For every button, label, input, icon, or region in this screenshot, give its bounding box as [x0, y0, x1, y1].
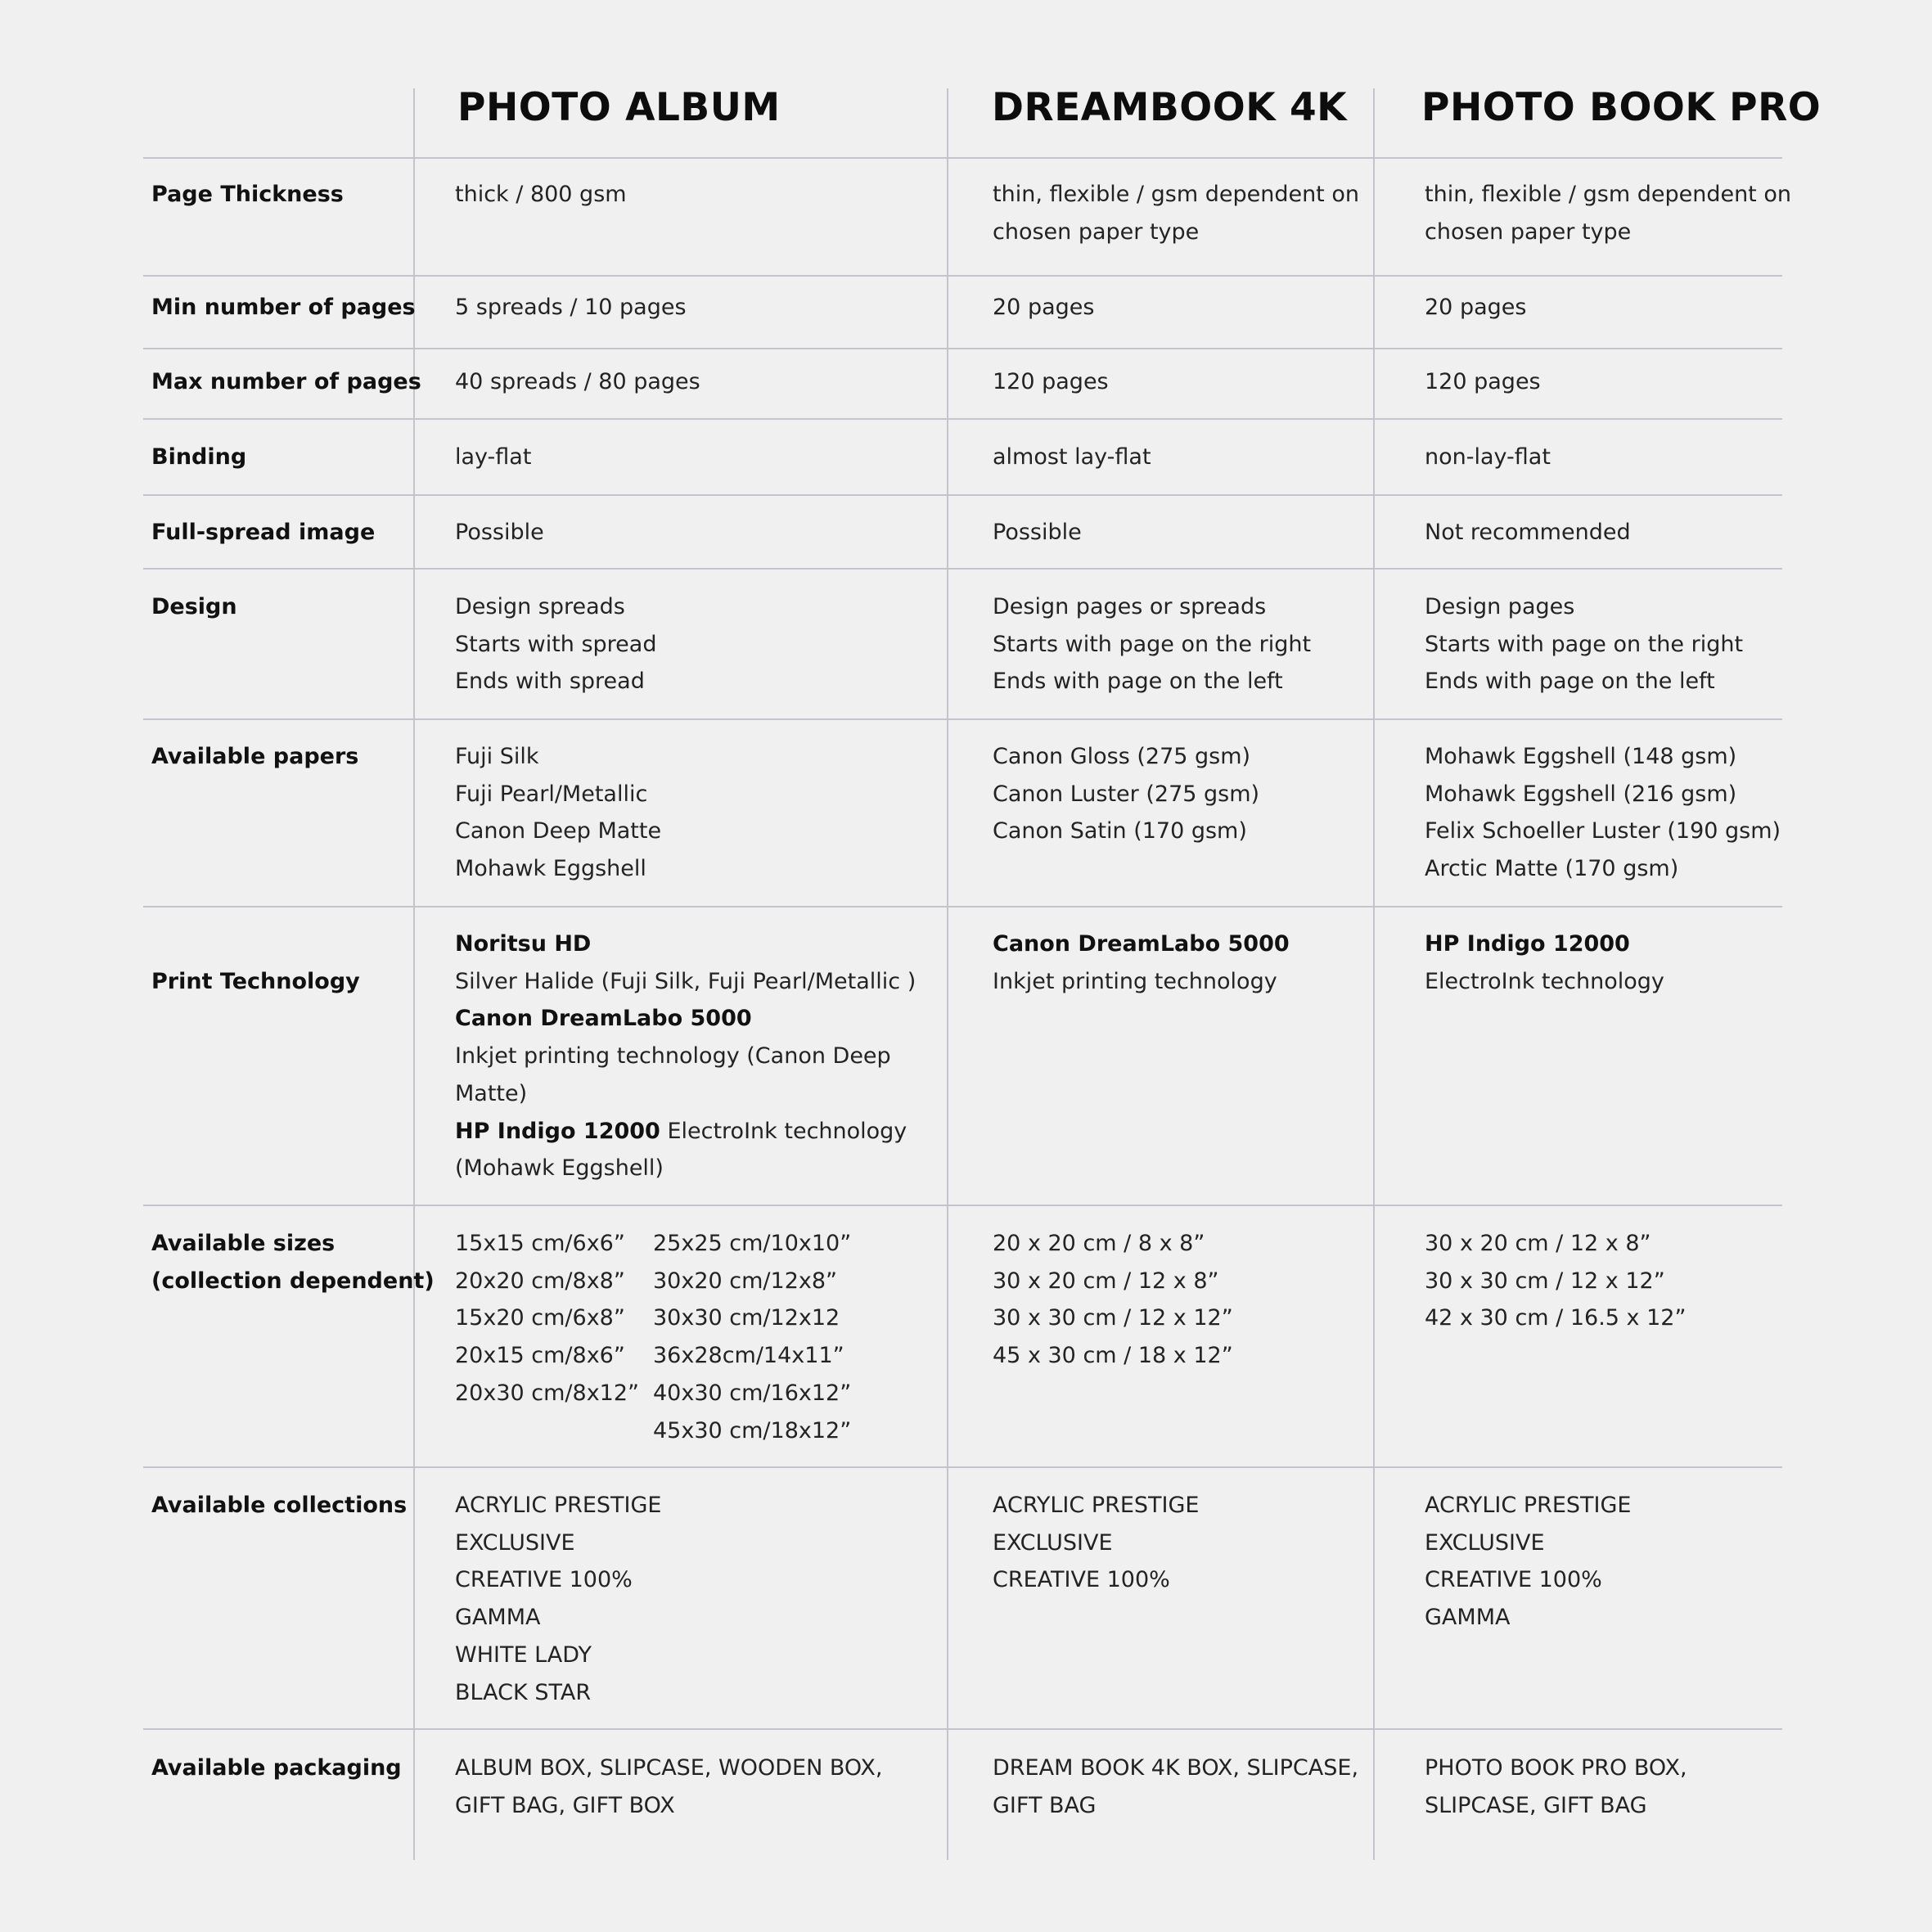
row-divider [143, 906, 1782, 907]
cell-dreambook-page-thickness: thin, flexible / gsm dependent on chosen paper type [993, 182, 1359, 245]
row-divider [143, 718, 1782, 720]
cell-photo-album-collections: ACRYLIC PRESTIGE EXCLUSIVE CREATIVE 100% GAMMA WHITE LADY BLACK STAR [455, 1493, 662, 1705]
label-collections: Available collections [151, 1493, 408, 1518]
cell-photo-book-pro-binding: non-lay-flat [1425, 444, 1551, 470]
cell-photo-book-pro-papers: Mohawk Eggshell (148 gsm) Mohawk Eggshell (216 gsm) Felix Schoeller Luster (190 gsm) Arctic Matte (170 gsm) [1425, 744, 1781, 882]
cell-photo-book-pro-min-pages: 20 pages [1425, 295, 1527, 320]
cell-photo-album-page-thickness: thick / 800 gsm [455, 182, 627, 207]
label-papers: Available papers [151, 744, 359, 769]
cell-photo-book-pro-page-thickness: thin, flexible / gsm dependent on chosen paper type [1425, 182, 1791, 245]
label-min-pages: Min number of pages [151, 295, 416, 320]
row-divider [143, 1728, 1782, 1730]
label-design: Design [151, 594, 237, 619]
cell-photo-album-papers: Fuji Silk Fuji Pearl/Metallic Canon Deep Matte Mohawk Eggshell [455, 744, 662, 882]
cell-photo-album-min-pages: 5 spreads / 10 pages [455, 295, 687, 320]
cell-photo-album-sizes-col1: 15x15 cm/6x6” 20x20 cm/8x8” 15x20 cm/6x8” 20x15 cm/8x6” 20x30 cm/8x12” [455, 1231, 640, 1406]
cell-photo-album-design: Design spreads Starts with spread Ends with spread [455, 594, 657, 695]
row-divider [143, 418, 1782, 420]
label-binding: Binding [151, 444, 247, 470]
label-print-technology: Print Technology [151, 969, 360, 994]
cell-dreambook-papers: Canon Gloss (275 gsm) Canon Luster (275 gsm) Canon Satin (170 gsm) [993, 744, 1260, 844]
label-max-pages: Max number of pages [151, 369, 421, 394]
label-sizes: Available sizes (collection dependent) [151, 1231, 435, 1294]
cell-dreambook-collections: ACRYLIC PRESTIGE EXCLUSIVE CREATIVE 100% [993, 1493, 1200, 1593]
cell-photo-album-packaging: ALBUM BOX, SLIPCASE, WOODEN BOX, GIFT BAG, GIFT BOX [455, 1755, 883, 1818]
cell-photo-book-pro-sizes: 30 x 20 cm / 12 x 8” 30 x 30 cm / 12 x 12” 42 x 30 cm / 16.5 x 12” [1425, 1231, 1687, 1331]
cell-photo-book-pro-full-spread: Not recommended [1425, 520, 1631, 545]
column-header-photo-album: PHOTO ALBUM [457, 85, 781, 130]
cell-dreambook-design: Design pages or spreads Starts with page on the right Ends with page on the left [993, 594, 1312, 695]
column-divider [413, 88, 415, 1860]
row-divider [143, 157, 1782, 159]
column-divider [947, 88, 948, 1860]
cell-photo-book-pro-print-technology: HP Indigo 12000 ElectroInk technology [1425, 931, 1664, 994]
row-divider [143, 494, 1782, 496]
column-header-dreambook-4k: DREAMBOOK 4K [992, 85, 1348, 130]
label-full-spread: Full-spread image [151, 520, 376, 545]
cell-dreambook-print-technology: Canon DreamLabo 5000 Inkjet printing technology [993, 931, 1290, 994]
cell-photo-book-pro-max-pages: 120 pages [1425, 369, 1541, 394]
row-divider [143, 1466, 1782, 1468]
cell-dreambook-binding: almost lay-flat [993, 444, 1151, 470]
label-page-thickness: Page Thickness [151, 182, 344, 207]
cell-photo-album-print-technology: Noritsu HD Silver Halide (Fuji Silk, Fuji Pearl/Metallic ) Canon DreamLabo 5000 Inkjet printing technology (Canon Deep Matte) HP Indigo 12000 ElectroInk technology (Mohawk Eggshell) [455, 931, 916, 1182]
label-packaging: Available packaging [151, 1755, 402, 1781]
cell-photo-book-pro-packaging: PHOTO BOOK PRO BOX, SLIPCASE, GIFT BAG [1425, 1755, 1687, 1818]
cell-photo-album-full-spread: Possible [455, 520, 544, 545]
cell-dreambook-packaging: DREAM BOOK 4K BOX, SLIPCASE, GIFT BAG [993, 1755, 1359, 1818]
cell-photo-book-pro-collections: ACRYLIC PRESTIGE EXCLUSIVE CREATIVE 100% GAMMA [1425, 1493, 1632, 1631]
cell-dreambook-sizes: 20 x 20 cm / 8 x 8” 30 x 20 cm / 12 x 8” 30 x 30 cm / 12 x 12” 45 x 30 cm / 18 x 12” [993, 1231, 1233, 1369]
header-row [143, 85, 1822, 159]
cell-dreambook-max-pages: 120 pages [993, 369, 1109, 394]
row-divider [143, 348, 1782, 349]
row-divider [143, 1205, 1782, 1206]
column-divider [1373, 88, 1375, 1860]
column-header-photo-book-pro: PHOTO BOOK PRO [1421, 85, 1822, 130]
cell-dreambook-min-pages: 20 pages [993, 295, 1095, 320]
row-divider [143, 568, 1782, 570]
cell-dreambook-full-spread: Possible [993, 520, 1082, 545]
cell-photo-album-sizes-col2: 25x25 cm/10x10” 30x20 cm/12x8” 30x30 cm/12x12 36x28cm/14x11” 40x30 cm/16x12” 45x30 cm/18x12” [653, 1231, 852, 1443]
cell-photo-book-pro-design: Design pages Starts with page on the right Ends with page on the left [1425, 594, 1744, 695]
cell-photo-album-binding: lay-flat [455, 444, 532, 470]
row-divider [143, 275, 1782, 277]
cell-photo-album-max-pages: 40 spreads / 80 pages [455, 369, 700, 394]
comparison-table [143, 85, 1822, 159]
